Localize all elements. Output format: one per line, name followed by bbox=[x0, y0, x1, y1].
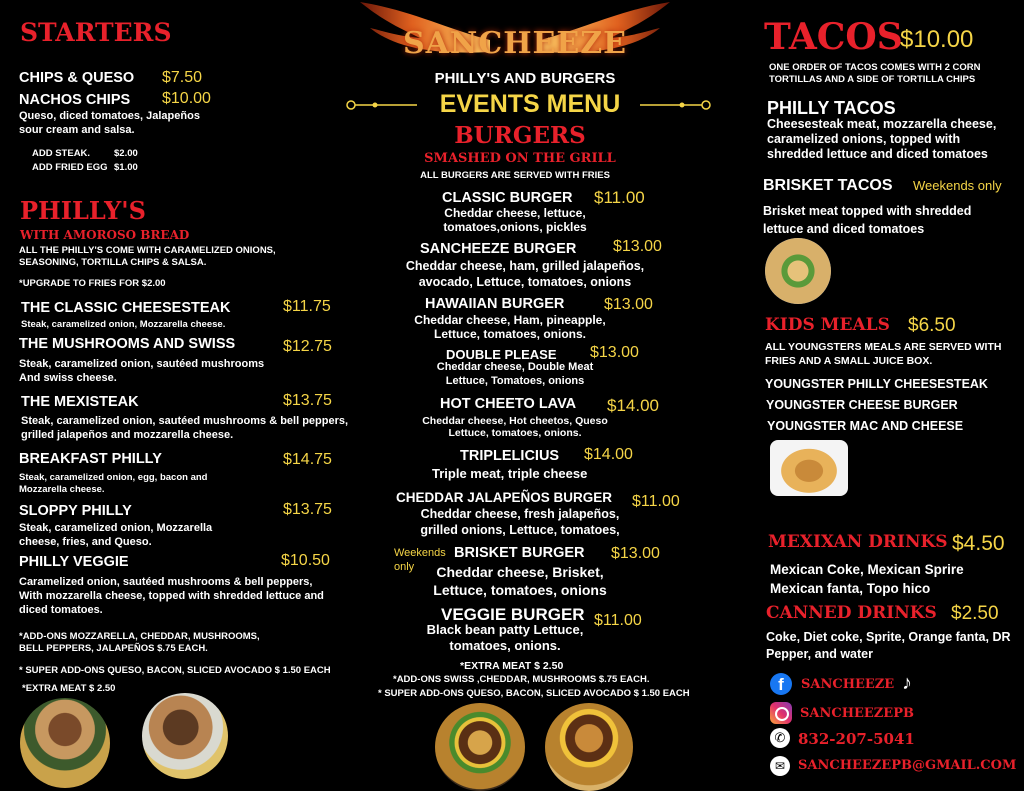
brand-name: SANCHEEZE bbox=[402, 26, 628, 61]
philly-item-desc: Steak, caramelized onion, Mozzarella cheese, fries, and Queso. bbox=[19, 522, 213, 548]
burger-item-desc: Cheddar cheese, Brisket, Lettuce, tomatoes, onions bbox=[433, 564, 607, 598]
nachos-name: NACHOS CHIPS bbox=[19, 92, 131, 108]
burger-item-name: DOUBLE PLEASE bbox=[446, 347, 557, 362]
instagram-icon[interactable] bbox=[770, 702, 792, 724]
add-egg-price: $1.00 bbox=[114, 162, 138, 173]
burger-item-price: $14.00 bbox=[584, 446, 633, 463]
burger-item-name: CLASSIC BURGER bbox=[442, 190, 573, 206]
burgers-note: ALL BURGERS ARE SERVED WITH FRIES bbox=[420, 170, 610, 181]
brand-tagline: PHILLY'S AND BURGERS bbox=[434, 70, 616, 87]
mexican-drinks-desc: Mexican Coke, Mexican Sprire Mexican fanta, Topo hico bbox=[770, 562, 964, 596]
instagram-handle[interactable]: SANCHEEZEPB bbox=[800, 706, 914, 721]
burger-item-desc: Cheddar cheese, Hot cheetos, Queso Lettuce, tomatoes, onions. bbox=[422, 415, 608, 439]
burger-fries-photo bbox=[545, 703, 633, 791]
philly-item-desc: Steak, caramelized onion, sautéed mushrooms And swiss cheese. bbox=[19, 358, 265, 384]
phillys-upgrade: *UPGRADE TO FRIES FOR $2.00 bbox=[19, 278, 166, 289]
ornament-right-icon bbox=[640, 98, 712, 110]
phillys-subtitle: WITH AMOROSO BREAD bbox=[20, 228, 190, 242]
tacos-title: TACOS bbox=[764, 16, 903, 58]
philly-tacos-desc: Cheesesteak meat, mozzarella cheese, caramelized onions, topped with shredded lettuce and diced tomatoes bbox=[767, 117, 997, 161]
kids-meal-photo bbox=[770, 440, 848, 496]
burgers-super-addons: * SUPER ADD-ONS QUESO, BACON, SLICED AVOCADO $ 1.50 EACH bbox=[378, 688, 690, 699]
philly-item-price: $13.75 bbox=[283, 392, 332, 409]
kids-title: KIDS MEALS bbox=[765, 315, 890, 335]
philly-item-desc: Caramelized onion, sautéed mushrooms & bell peppers, With mozzarella cheese, topped with shredded lettuce and diced tomatoes. bbox=[19, 576, 324, 616]
starters-title: STARTERS bbox=[20, 18, 172, 47]
philly-item-name: THE MEXISTEAK bbox=[21, 394, 139, 410]
mexican-drinks-price: $4.50 bbox=[952, 532, 1005, 555]
chips-queso-price: $7.50 bbox=[162, 69, 203, 86]
menu-title: EVENTS MENU bbox=[439, 90, 621, 118]
burgers-subtitle: SMASHED ON THE GRILL bbox=[424, 151, 616, 166]
burgers-extra-meat: *EXTRA MEAT $ 2.50 bbox=[460, 660, 564, 672]
email-address[interactable]: SANCHEEZEPB@GMAIL.COM bbox=[798, 758, 1017, 773]
canned-drinks-price: $2.50 bbox=[951, 603, 999, 624]
nachos-desc: Queso, diced tomatoes, Jalapeños sour cream and salsa. bbox=[19, 110, 200, 136]
tacos-note: ONE ORDER OF TACOS COMES WITH 2 CORN TORTILLAS AND A SIDE OF TORTILLA CHIPS bbox=[769, 62, 981, 85]
philly-item-price: $10.50 bbox=[281, 552, 330, 569]
philly-item-name: SLOPPY PHILLY bbox=[19, 503, 132, 519]
burger-item-name: SANCHEEZE BURGER bbox=[420, 241, 577, 257]
burger-item-name: HOT CHEETO LAVA bbox=[440, 396, 577, 412]
philly-item-desc: Steak, caramelized onion, Mozzarella cheese. bbox=[21, 319, 226, 330]
canned-drinks-title: CANNED DRINKS bbox=[766, 603, 937, 623]
philly-item-name: BREAKFAST PHILLY bbox=[19, 451, 162, 467]
burger-item-desc: Cheddar cheese, fresh jalapeños, grilled onions, Lettuce, tomatoes, bbox=[420, 507, 620, 537]
burger-item-price: $14.00 bbox=[607, 396, 659, 415]
philly-item-name: THE CLASSIC CHEESESTEAK bbox=[21, 300, 231, 316]
burgers-addons: *ADD-ONS SWISS ,CHEDDAR, MUSHROOMS $.75 EACH. bbox=[393, 674, 650, 685]
burger-item-desc: Black bean patty Lettuce, tomatoes, onions. bbox=[426, 622, 584, 653]
philly-tacos-name: PHILLY TACOS bbox=[767, 98, 896, 118]
burger-item-price: $13.00 bbox=[590, 344, 639, 361]
brisket-tacos-desc: Brisket meat topped with shredded lettuce and diced tomatoes bbox=[763, 204, 972, 236]
add-egg-label: ADD FRIED EGG bbox=[32, 162, 108, 173]
burger-item-desc: Triple meat, triple cheese bbox=[432, 466, 588, 481]
email-icon[interactable]: ✉ bbox=[770, 756, 790, 776]
burger-item-price: $13.00 bbox=[611, 545, 660, 562]
burger-item-price: $13.00 bbox=[604, 296, 653, 313]
burger-photo bbox=[435, 703, 525, 791]
kids-item: YOUNGSTER PHILLY CHEESESTEAK bbox=[765, 377, 988, 391]
burger-item-price: $11.00 bbox=[594, 612, 642, 629]
tacos-photo bbox=[765, 238, 831, 304]
phillys-extra-meat: *EXTRA MEAT $ 2.50 bbox=[22, 683, 116, 694]
facebook-icon[interactable]: f bbox=[770, 673, 792, 695]
phillys-note: ALL THE PHILLY'S COME WITH CARAMELIZED ONIONS, SEASONING, TORTILLA CHIPS & SALSA. bbox=[19, 245, 276, 268]
philly-item-price: $14.75 bbox=[283, 451, 332, 468]
burger-item-price: $13.00 bbox=[613, 238, 662, 255]
burger-item-price: $11.00 bbox=[632, 493, 680, 510]
burger-item-desc: Cheddar cheese, Double Meat Lettuce, Tomatoes, onions bbox=[436, 361, 594, 387]
burger-item-desc: Cheddar cheese, Ham, pineapple, Lettuce, tomatoes, onions. bbox=[414, 313, 606, 341]
facebook-handle[interactable]: SANCHEEZE bbox=[801, 677, 895, 692]
add-steak-label: ADD STEAK. bbox=[32, 148, 91, 159]
phone-icon[interactable]: ✆ bbox=[770, 728, 790, 748]
phillys-title: PHILLY'S bbox=[20, 196, 146, 225]
burger-item-name: BRISKET BURGER bbox=[454, 545, 585, 561]
philly-fries-photo bbox=[142, 693, 228, 779]
burger-item-desc: Cheddar cheese, lettuce, tomatoes,onions, pickles bbox=[443, 206, 587, 234]
burger-item-name: TRIPLELICIUS bbox=[460, 448, 560, 464]
kids-item: YOUNGSTER CHEESE BURGER bbox=[766, 398, 958, 412]
philly-item-desc: Steak, caramelized onion, egg, bacon and Mozzarella cheese. bbox=[19, 472, 208, 495]
philly-item-name: PHILLY VEGGIE bbox=[19, 554, 129, 570]
chips-queso-name: CHIPS & QUESO bbox=[19, 70, 135, 86]
ornament-left-icon bbox=[345, 98, 417, 110]
kids-item: YOUNGSTER MAC AND CHEESE bbox=[767, 419, 964, 433]
kids-note: ALL YOUNGSTERS MEALS ARE SERVED WITH FRIES AND A SMALL JUICE BOX. bbox=[765, 341, 1002, 367]
add-steak-price: $2.00 bbox=[114, 148, 138, 159]
philly-item-price: $12.75 bbox=[283, 338, 332, 355]
burger-item-price: $11.00 bbox=[594, 188, 645, 207]
brisket-tacos-tag: Weekends only bbox=[913, 178, 1002, 193]
burger-item-name: CHEDDAR JALAPEÑOS BURGER bbox=[396, 490, 613, 505]
burger-item-name: HAWAIIAN BURGER bbox=[425, 296, 565, 312]
philly-item-price: $13.75 bbox=[283, 501, 332, 518]
philly-item-name: THE MUSHROOMS AND SWISS bbox=[19, 336, 236, 352]
burger-item-desc: Cheddar cheese, ham, grilled jalapeños, avocado, Lettuce, tomatoes, onions bbox=[405, 259, 645, 289]
burgers-title: BURGERS bbox=[454, 122, 586, 149]
burger-item-name: VEGGIE BURGER bbox=[441, 605, 585, 624]
philly-item-desc: Steak, caramelized onion, sautéed mushrooms & bell peppers, grilled jalapeños and mozzarella cheese. bbox=[21, 415, 349, 441]
brisket-tacos-name: BRISKET TACOS bbox=[763, 177, 893, 194]
tiktok-icon[interactable]: ♪ bbox=[902, 672, 912, 694]
philly-item-price: $11.75 bbox=[283, 298, 331, 315]
mexican-drinks-title: MEXIXAN DRINKS bbox=[768, 532, 948, 552]
phillys-super-addons: * SUPER ADD-ONS QUESO, BACON, SLICED AVOCADO $ 1.50 EACH bbox=[19, 665, 331, 676]
tacos-price: $10.00 bbox=[900, 26, 974, 53]
canned-drinks-desc: Coke, Diet coke, Sprite, Orange fanta, DR Pepper, and water bbox=[766, 630, 1011, 661]
phillys-addons: *ADD-ONS MOZZARELLA, CHEDDAR, MUSHROOMS, BELL PEPPERS, JALAPEÑOS $.75 EACH. bbox=[19, 631, 260, 654]
brisket-burger-tag: Weekends only bbox=[394, 547, 446, 573]
nachos-price: $10.00 bbox=[162, 90, 211, 107]
philly-sandwich-photo bbox=[20, 698, 110, 788]
phone-number[interactable]: 832-207-5041 bbox=[798, 730, 915, 748]
kids-price: $6.50 bbox=[908, 315, 956, 336]
